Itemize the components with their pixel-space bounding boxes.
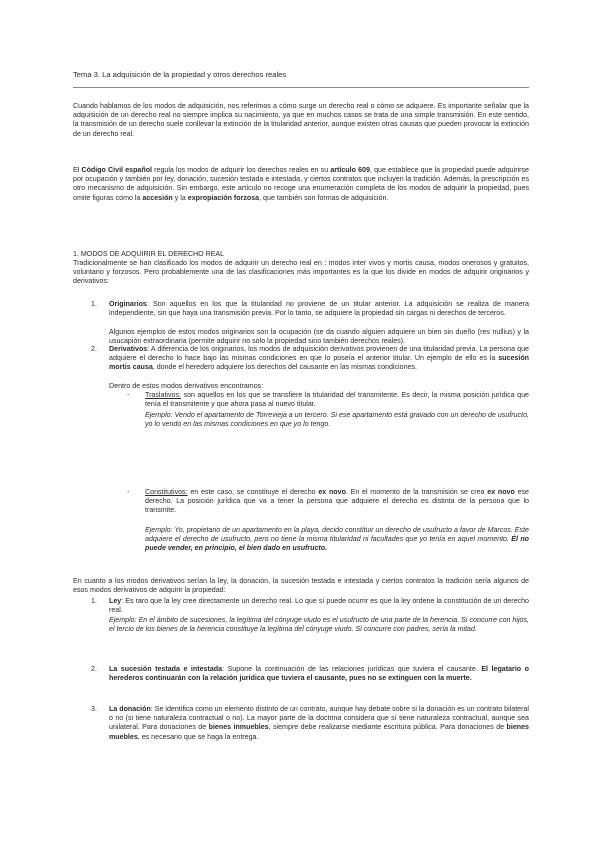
list-item-derivativos-intro: Dentro de estos modos derivativos encontramos: [109,382,264,390]
intro-paragraph-1: Cuando hablamos de los modos de adquisición, nos referimos a cómo surge un derecho real o cómo se adquiere. Es importante señalar que la adquisición de un derecho real no siempre implica su nacimiento, ya que en muchos casos se trata de una simple transmisión. En este sentido, la transmisión de un derecho suele conllevar la extinción de la titularidad anterior, aunque existen otras causas que pueden provocar la extinción de un derecho real. [73,102,529,138]
page-header-title: Tema 3. La adquisición de la propiedad y otros derechos reales [73,70,287,79]
section-heading: 1. MODOS DE ADQUIRIR EL DERECHO REAL [73,250,225,258]
list-number: 2. [91,345,97,353]
derivative-modes-intro: En cuanto a los modos derivativos serían la ley, la donación, la sucesión testada e intestada y ciertos contratos la tradición sería algunos de esos modos derivativos de adquirir la propiedad: [73,577,529,595]
list-item-originarios-examples: Algunos ejemplos de estos modos originarios son la ocupación (se da cuando alguien adquiere un bien sin dueño (res nullius) y la usucapión extraordinaria (permite adquirir no solo la propiedad sino también derechos reales). [109,328,529,346]
intro-paragraph-2: El Código Civil español regula los modos de adquirir los derechos reales en su artículo 609, que establece que la propiedad puede adquirirse por ocupación y también por ley, donación, sucesión testada e intestada, y ciertos contratos que incluyen la tradición. Además, la prescripción es otro mecanismo de adquisición. Sin embargo, este artículo no recoge una enumeración completa de los modos de adquirir la propiedad, pues omite figuras como la accesión y la expropiación forzosa, que también son formas de adquisición. [73,166,529,202]
header-divider [73,87,529,88]
section-intro: Tradicionalmente se han clasificado los modos de adquirir un derecho real en : modos inter vivos y mortis causa, modos onerosos y gratuitos, voluntario y forzosos. Pero probablemente una de las clasificaciones más importantes es la que los divide en modos de adquirir originarios y derivativos: [73,259,529,286]
list-number: 1. [91,300,97,308]
sub-item-constitutivos-example: Ejemplo: Yo, propietario de un apartamento en la playa, decido constituir un derecho de usufructo a favor de Marcos. Este adquiere el derecho de usufructo, pero no tiene la misma titularidad ni facultades que yo tenía en aquel momento. Él no puede vender, en principio, el bien dado en usufructo. [145,526,529,553]
sub-item-traslativos: Traslativos: son aquellos en los que se transfiere la titularidad del transmitente. Es decir, la misma posición jurídica que tenía el transmitente y que ahora pasa al nuevo titular. [145,391,529,409]
list-item-sucesion: La sucesión testada e intestada: Supone la continuación de las relaciones jurídicas que tuviera el causante. El legatario o herederos continuarán con la relación jurídica que tuviera el causante, pues no se extinguen con la muerte. [109,665,529,683]
list-item-donacion: La donación: Se identifica como un elemento distinto de un contrato, aunque hay debate sobre si la donación es un contrato bilateral o no (si tiene naturaleza contractual o no). La mayor parte de la doctrina considera que sí tiene naturaleza contractual, aunque sea unilateral. Para donaciones de bienes inmuebles, siempre debe realizarse mediante escritura pública. Para donaciones de bienes muebles, es necesario que se haga la entrega. [109,705,530,741]
list-item-ley-example: Ejemplo: En el ámbito de sucesiones, la legítima del cónyuge viudo es el usufructo de una parte de la herencia. Si concurre con hijos, el tercio de los bienes de la herencia constituye la legítima del cónyuge viudo. Si concurre con padres, sería la mitad. [109,616,529,634]
bullet-dash: - [127,391,130,399]
list-item-originarios: Originarios: Son aquellos en los que la titularidad no proviene de un titular anterior. La adquisición se realiza de manera independiente, sin que haya una transmisión previa. Por lo tanto, se adquiere la propiedad sin cargas ni derechos de terceros. [109,300,529,318]
list-number: 3. [91,705,97,713]
bullet-dash: - [127,488,130,496]
sub-item-constitutivos: Constitutivos: en este caso, se constituye el derecho ex novo. En el momento de la transmisión se crea ex novo ese derecho. La posición jurídica que va a tener la persona que adquiere el derecho es distinta de la persona que lo transmite. [145,488,530,515]
list-number: 2. [91,665,97,673]
list-number: 1. [91,597,97,605]
list-item-derivativos: Derivativos: A diferencia de los originarios, los modos de adquisición derivativos provienen de una titularidad previa. La persona que adquiere el derecho lo hace bajo las mismas condiciones en que lo poseía el anterior titular. Un ejemplo de ello es la sucesión mortis causa, donde el heredero adquiere los derechos del causante en las mismas condiciones. [109,345,529,372]
list-item-ley: Ley: Es raro que la ley cree directamente un derecho real. Lo que sí puede ocurrir es que la ley ordene la constitución de un derecho real. [109,597,529,615]
sub-item-traslativos-example: Ejemplo: Vendo el apartamento de Torrevieja a un tercero. Si ese apartamento está gravado con un derecho de usufructo, yo lo vendo en las mismas condiciones en que yo lo tengo. [145,411,529,429]
